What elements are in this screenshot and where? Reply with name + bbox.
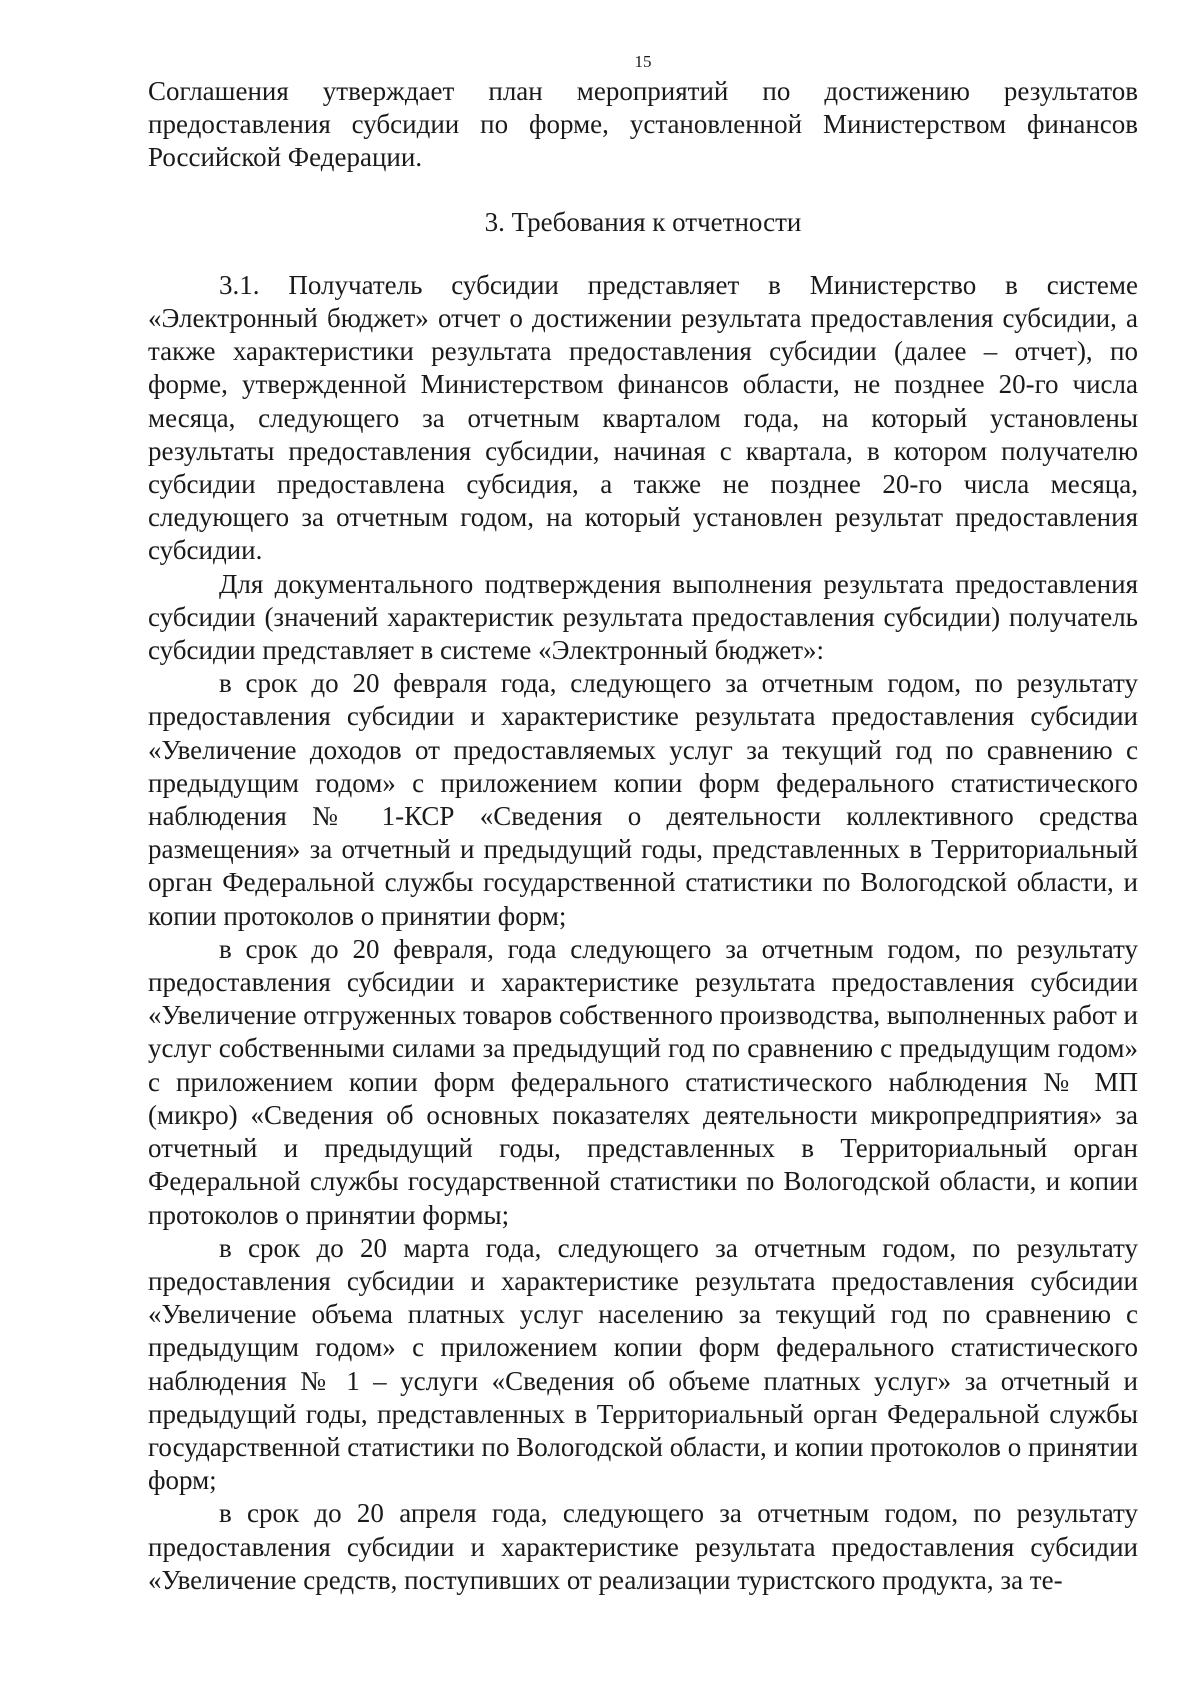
page-number: 15: [634, 52, 652, 71]
section-heading: 3. Требования к отчетности: [484, 206, 802, 237]
paragraph-3-1: 3.1. Получатель субсидии представляет в Министерство в системе «Электронный бюджет» отчет о достижении результата предоставления субсидии, а также характеристики результата предоставления субсидии (далее – отчет), по форме, утвержденной Министерством финансов области, не позднее 20-го числа месяца, следующего за отчетным кварталом года, на который установлены результаты предоставления субсидии, начиная с квартала, в котором получателю субсидии предоставлена субсидия, а также не позднее 20-го числа месяца, следующего за отчетным годом, на который установлен результат предоставления субсидии.: [148, 269, 1138, 566]
list-item-tourist-product: в срок до 20 апреля года, следующего за отчетным годом, по результату предоставления субсидии и характеристике результата предоставления субсидии «Увеличение средств, поступивших от реализации туристского продукта, за те-: [148, 1498, 1138, 1595]
list-item-paid-services: в срок до 20 марта года, следующего за отчетным годом, по результату предоставления субсидии и характеристике результата предоставления субсидии «Увеличение объема платных услуг населению за текущий год по сравнению с предыдущим годом» с приложением копии форм федерального статистического наблюдения № 1 – услуги «Сведения об объеме платных услуг» за отчетный и предыдущий годы, представленных в Территориальный орган Федеральной службы государственной статистики по Вологодской области, и копии протоколов о принятии форм;: [148, 1232, 1138, 1496]
intro-paragraph: Соглашения утверждает план мероприятий по достижению результатов предоставления субсидии по форме, установленной Министерством финансов Российской Федерации.: [148, 76, 1138, 173]
list-item-mp-micro: в срок до 20 февраля, года следующего за отчетным годом, по результату предоставления субсидии и характеристике результата предоставления субсидии «Увеличение отгруженных товаров собственного производства, выполненных работ и услуг собственными силами за предыдущий год по сравнению с предыдущим годом» с приложением копии форм федерального статистического наблюдения № МП (микро) «Сведения об основных показателях деятельности микропредприятия» за отчетный и предыдущий годы, представленных в Территориальный орган Федеральной службы государственной статистики по Вологодской области, и копии протоколов о принятии формы;: [148, 933, 1138, 1230]
document-page: [148, 52, 1138, 1597]
list-item-ksr: в срок до 20 февраля года, следующего за отчетным годом, по результату предоставления субсидии и характеристике результата предоставления субсидии «Увеличение доходов от предоставляемых услуг за текущий год по сравнению с предыдущим годом» с приложением копии форм федерального статистического наблюдения № 1-КСР «Сведения о деятельности коллективного средства размещения» за отчетный и предыдущий годы, представленных в Территориальный орган Федеральной службы государственной статистики по Вологодской области, и копии протоколов о принятии форм;: [148, 668, 1138, 931]
paragraph-documents: Для документального подтверждения выполнения результата предоставления субсидии (значений характеристик результата предоставления субсидии) получатель субсидии представляет в системе «Электронный бюджет»:: [148, 568, 1138, 666]
